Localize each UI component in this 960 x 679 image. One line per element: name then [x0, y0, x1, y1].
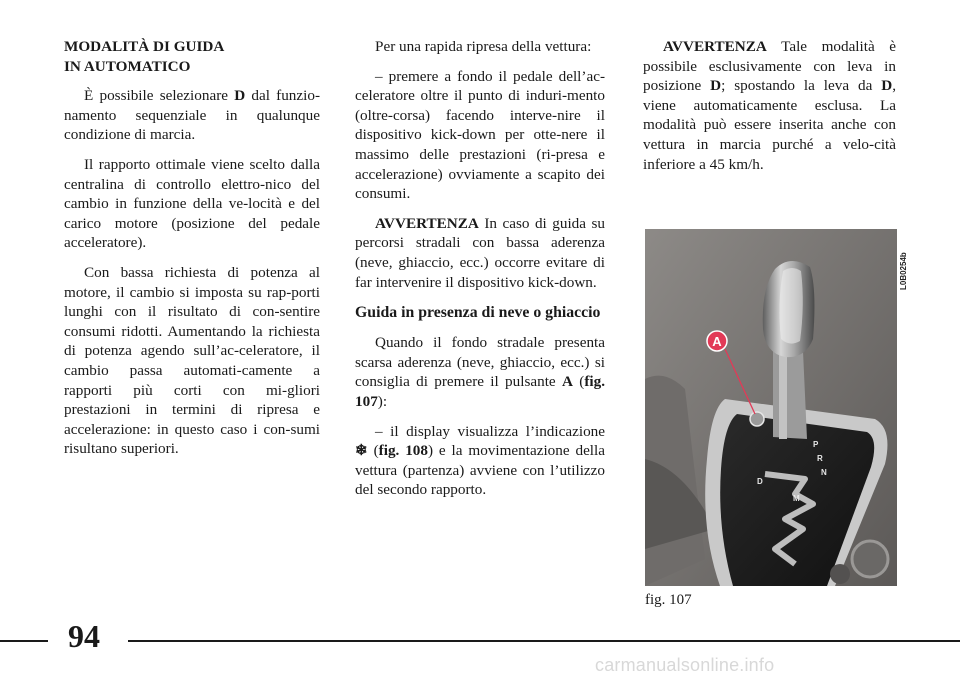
- gear-label-m: M: [793, 494, 800, 503]
- paragraph-text: (: [572, 373, 585, 391]
- bold-term: D: [234, 87, 246, 105]
- gear-label-r: R: [817, 454, 823, 463]
- paragraph: [355, 422, 605, 500]
- warning-paragraph: [355, 214, 605, 292]
- figure-code-text: L0B0254b: [899, 252, 908, 290]
- figure-reference: fig. 108: [378, 442, 428, 460]
- gear-label-d: D: [757, 477, 763, 486]
- paragraph: Il rapporto ottimale viene scelto dalla centralina di controllo elettro-nico del cambio in funzione della ve-locità e del carico motore (posizione del pedale acceleratore).: [64, 155, 320, 252]
- paragraph-text: , viene automaticamente esclusa. La modalità può essere inserita anche con vettura in marcia purché a velo-cità inferiore a 45 km/h.: [643, 77, 896, 173]
- paragraph-text: – il display visualizza l’indicazione: [375, 422, 605, 440]
- paragraph: Per una rapida ripresa della vettura:: [375, 38, 592, 55]
- figure-reference: fig. 107: [355, 373, 605, 410]
- warning-paragraph: [643, 37, 896, 174]
- subheading: Guida in presenza di neve o ghiaccio: [355, 304, 601, 322]
- heading-line-2: IN AUTOMATICO: [64, 57, 191, 75]
- figure-code: [899, 228, 911, 290]
- footer-rule-right: [128, 640, 960, 642]
- text-column-middle: [355, 37, 605, 510]
- text-column-left: [64, 37, 320, 469]
- warning-label: AVVERTENZA: [375, 214, 479, 232]
- gear-lever-illustration: [645, 229, 897, 586]
- paragraph: Con bassa richiesta di potenza al motore, il cambio si imposta su rap-porti lunghi con il risultato di con-sentire consumi ridotti. Aumentando la richiesta di potenza agendo sull’ac-celeratore, il cambio passa automati-camente a rapporti più corti con mi-gliori prestazioni in termini di ripresa e accelerazione: in questo caso i con-sumi risultano superiori.: [64, 263, 320, 458]
- gear-label-n: N: [821, 468, 827, 477]
- gear-lever-photo: [645, 229, 897, 586]
- paragraph-text: ):: [377, 392, 388, 410]
- bold-term: D: [881, 77, 893, 95]
- heading-line-1: MODALITÀ DI GUIDA: [64, 38, 225, 55]
- warning-label: AVVERTENZA: [663, 38, 767, 55]
- paragraph: [64, 86, 320, 145]
- footer-rule-left: [0, 640, 48, 642]
- page-number: 94: [68, 618, 100, 654]
- callout-a-label: A: [712, 334, 722, 349]
- figure-caption: fig. 107: [645, 592, 692, 608]
- paragraph: – premere a fondo il pedale dell’ac-celeratore oltre il punto di induri-mento (oltre-corsa) facendo interve-nire il dispositivo kick-down per otte-nere il massimo delle prestazioni (ri-presa e accelerazione) ovviamente a scapito dei consumi.: [355, 67, 605, 203]
- paragraph-text: È possibile selezionare: [84, 87, 235, 105]
- paragraph-text: (: [367, 442, 379, 460]
- paragraph-text: ) e la movimentazione della vettura (partenza) avviene con l’utilizzo del secondo rapporto.: [355, 442, 605, 499]
- paragraph: [355, 333, 605, 411]
- gear-label-p: P: [813, 440, 819, 449]
- paragraph-text: dal funzio-namento sequenziale in qualunque condizione di marcia.: [64, 87, 320, 144]
- bold-term: A: [561, 373, 573, 391]
- paragraph-text: In caso di guida su percorsi stradali con bassa aderenza (neve, ghiaccio, ecc.) occorre evitare di far intervenire il dispositivo kick-down.: [355, 214, 605, 291]
- bold-term: D: [710, 77, 722, 95]
- paragraph-text: Quando il fondo stradale presenta scarsa aderenza (neve, ghiaccio, ecc.) si consiglia di premere il pulsante: [355, 334, 605, 391]
- paragraph-text: Tale modalità è possibile esclusivamente con leva in posizione: [643, 38, 896, 95]
- watermark: carmanualsonline.info: [595, 655, 775, 675]
- paragraph-text: ; spostando la leva da: [721, 77, 882, 95]
- snow-button: [750, 412, 764, 426]
- section-heading: [64, 37, 320, 76]
- text-column-right: [643, 37, 896, 184]
- snowflake-icon: ❄: [355, 442, 368, 460]
